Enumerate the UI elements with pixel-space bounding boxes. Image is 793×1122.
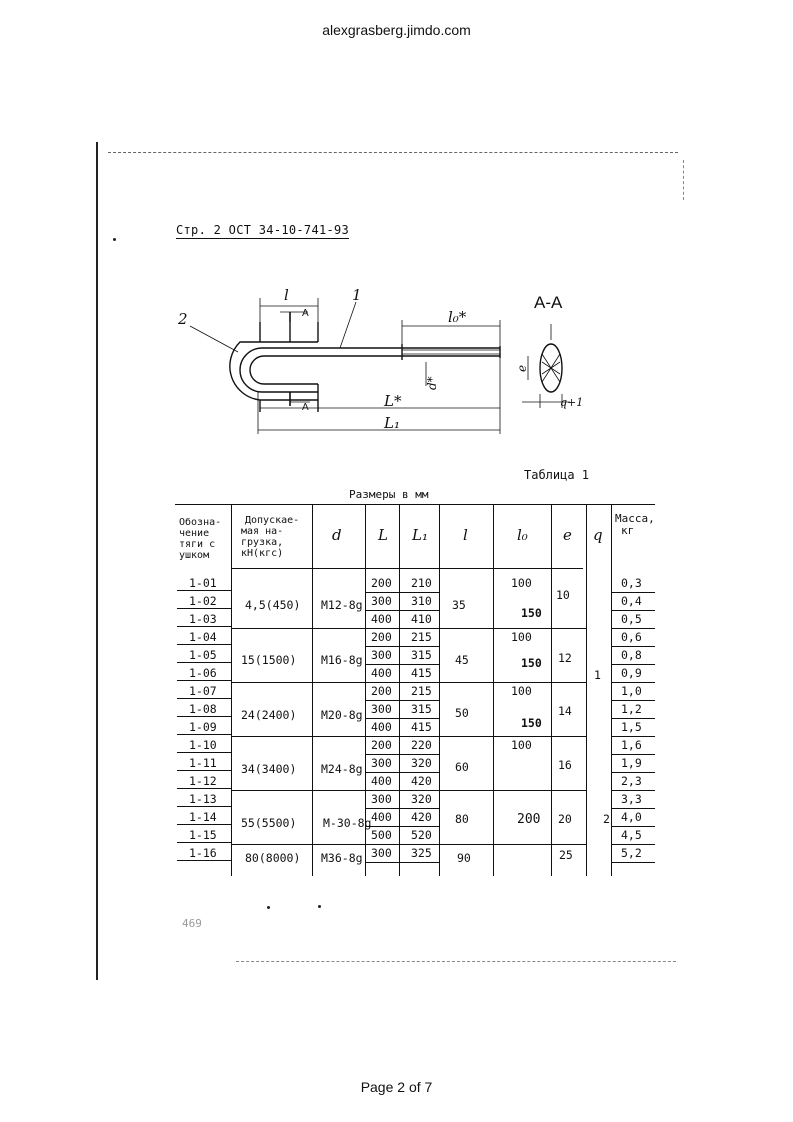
thread-cell: М16-8g — [321, 653, 363, 667]
thread-cell: М20-8g — [321, 708, 363, 722]
L1-cell: 415 — [411, 720, 432, 734]
L1-cell: 420 — [411, 810, 432, 824]
table-title: Таблица 1 — [524, 468, 590, 482]
scan-right-edge — [683, 160, 684, 200]
row-rule — [177, 626, 231, 627]
part-2-label: 2 — [178, 310, 188, 328]
part-1-label: 1 — [352, 286, 362, 304]
L-cell: 200 — [371, 630, 392, 644]
dim-e-label: e — [515, 364, 529, 372]
row-rule — [365, 664, 439, 665]
table-rule — [493, 504, 494, 876]
designation-cell: 1-07 — [189, 684, 217, 698]
e-cell: 25 — [559, 848, 573, 862]
l0-cell: 150 — [521, 606, 542, 620]
table-rule — [439, 504, 440, 876]
row-rule — [612, 790, 655, 791]
section-view-label: А-А — [534, 293, 563, 312]
l-cell: 90 — [457, 851, 471, 865]
dim-q-label: q+1 — [560, 396, 584, 409]
designation-cell: 1-09 — [189, 720, 217, 734]
header-q: q — [593, 526, 603, 544]
dim-l-label: l — [284, 286, 289, 304]
mass-cell: 1,0 — [621, 684, 642, 698]
header-designation-2: чение — [179, 528, 210, 539]
section-mark-a-top: А — [302, 308, 309, 319]
load-cell: 4,5(450) — [245, 598, 301, 612]
designation-cell: 1-11 — [189, 756, 217, 770]
row-rule — [612, 862, 655, 863]
header-designation-4: ушком — [179, 550, 210, 561]
designation-cell: 1-05 — [189, 648, 217, 662]
e-cell: 10 — [556, 588, 570, 602]
group-rule — [231, 628, 586, 629]
mass-cell: 0,9 — [621, 666, 642, 680]
table-rule — [611, 504, 612, 876]
row-rule — [177, 824, 231, 825]
L1-cell: 215 — [411, 630, 432, 644]
l0-cell: 150 — [521, 656, 542, 670]
mass-cell: 0,4 — [621, 594, 642, 608]
e-cell: 20 — [558, 812, 572, 826]
L-cell: 300 — [371, 702, 392, 716]
table-rule — [586, 504, 587, 876]
L1-cell: 310 — [411, 594, 432, 608]
l-cell: 50 — [455, 706, 469, 720]
document-header: Стр. 2 ОСТ 34-10-741-93 — [176, 223, 350, 237]
mass-cell: 1,9 — [621, 756, 642, 770]
L1-cell: 415 — [411, 666, 432, 680]
mass-cell: 0,8 — [621, 648, 642, 662]
designation-cell: 1-06 — [189, 666, 217, 680]
l0-cell: 100 — [511, 576, 532, 590]
mass-cell: 0,3 — [621, 576, 642, 590]
row-rule — [365, 700, 439, 701]
row-rule — [365, 772, 439, 773]
L-cell: 400 — [371, 774, 392, 788]
dim-L1-label: L₁ — [384, 414, 400, 432]
L-cell: 300 — [371, 648, 392, 662]
row-rule — [177, 806, 231, 807]
q-cell: 2 — [603, 812, 610, 826]
row-rule — [365, 592, 439, 593]
scan-speck — [318, 905, 321, 908]
row-rule — [365, 826, 439, 827]
table-rule — [231, 504, 232, 876]
designation-cell: 1-04 — [189, 630, 217, 644]
L1-cell: 420 — [411, 774, 432, 788]
header-l: l — [463, 526, 468, 544]
row-rule — [177, 716, 231, 717]
l0-cell: 100 — [511, 684, 532, 698]
l-cell: 60 — [455, 760, 469, 774]
designation-cell: 1-15 — [189, 828, 217, 842]
load-cell: 24(2400) — [241, 708, 297, 722]
e-cell: 14 — [558, 704, 572, 718]
row-rule — [365, 862, 439, 863]
L-cell: 400 — [371, 612, 392, 626]
load-cell: 55(5500) — [241, 816, 297, 830]
designation-cell: 1-12 — [189, 774, 217, 788]
row-rule — [612, 826, 655, 827]
row-rule — [177, 788, 231, 789]
L1-cell: 315 — [411, 702, 432, 716]
thread-cell: М24-8g — [321, 762, 363, 776]
row-rule — [612, 592, 655, 593]
dim-l0-label: l₀* — [448, 308, 467, 326]
row-rule — [177, 590, 231, 591]
l-cell: 80 — [455, 812, 469, 826]
load-cell: 34(3400) — [241, 762, 297, 776]
L-cell: 400 — [371, 666, 392, 680]
group-rule — [231, 736, 586, 737]
L-cell: 400 — [371, 720, 392, 734]
mass-cell: 1,2 — [621, 702, 642, 716]
L-cell: 500 — [371, 828, 392, 842]
l0-cell: 100 — [511, 738, 532, 752]
L1-cell: 320 — [411, 792, 432, 806]
row-rule — [177, 752, 231, 753]
e-cell: 12 — [558, 651, 572, 665]
L1-cell: 215 — [411, 684, 432, 698]
mass-cell: 4,5 — [621, 828, 642, 842]
row-rule — [612, 844, 655, 845]
L-cell: 200 — [371, 684, 392, 698]
L-cell: 300 — [371, 594, 392, 608]
header-load-4: кН(кгс) — [241, 548, 284, 559]
scan-speck — [267, 906, 270, 909]
designation-cell: 1-14 — [189, 810, 217, 824]
L1-cell: 320 — [411, 756, 432, 770]
header-L: L — [378, 526, 388, 544]
L-cell: 300 — [371, 846, 392, 860]
row-rule — [612, 628, 655, 629]
row-rule — [177, 608, 231, 609]
L1-cell: 520 — [411, 828, 432, 842]
q-cell: 1 — [594, 668, 601, 682]
dim-L-label: L* — [384, 392, 402, 410]
table-rule — [231, 568, 583, 569]
row-rule — [177, 680, 231, 681]
mass-cell: 4,0 — [621, 810, 642, 824]
row-rule — [365, 808, 439, 809]
row-rule — [365, 646, 439, 647]
header-e: e — [563, 526, 572, 544]
L-cell: 300 — [371, 792, 392, 806]
thread-cell: М36-8g — [321, 851, 363, 865]
header-mass-1: Масса, — [615, 512, 655, 525]
thread-cell: М12-8g — [321, 598, 363, 612]
archive-stamp: 469 — [182, 917, 202, 930]
L1-cell: 410 — [411, 612, 432, 626]
L-cell: 200 — [371, 738, 392, 752]
table-rule — [551, 504, 552, 876]
scan-left-edge — [96, 142, 98, 980]
dim-d-label: d* — [425, 376, 439, 390]
designation-cell: 1-16 — [189, 846, 217, 860]
row-rule — [612, 808, 655, 809]
l0-cell: 200 — [517, 812, 541, 827]
row-rule — [612, 610, 655, 611]
L-cell: 300 — [371, 756, 392, 770]
e-cell: 16 — [558, 758, 572, 772]
row-rule — [612, 664, 655, 665]
table-rule — [175, 504, 655, 505]
l0-cell: 150 — [521, 716, 542, 730]
section-mark-a-bottom: А — [302, 402, 309, 413]
mass-cell: 1,5 — [621, 720, 642, 734]
L1-cell: 325 — [411, 846, 432, 860]
l-cell: 35 — [452, 598, 466, 612]
header-designation-3: тяги с — [179, 539, 216, 550]
thread-cell: М-30-8g — [323, 816, 372, 830]
row-rule — [177, 770, 231, 771]
designation-cell: 1-01 — [189, 576, 217, 590]
row-rule — [612, 682, 655, 683]
mass-cell: 3,3 — [621, 792, 642, 806]
scan-bottom-edge — [236, 961, 676, 962]
designation-cell: 1-13 — [189, 792, 217, 806]
row-rule — [177, 662, 231, 663]
row-rule — [365, 718, 439, 719]
mass-cell: 5,2 — [621, 846, 642, 860]
table-caption: Размеры в мм — [349, 488, 429, 501]
row-rule — [612, 736, 655, 737]
row-rule — [177, 842, 231, 843]
L1-cell: 315 — [411, 648, 432, 662]
header-load-2: мая на- — [241, 526, 284, 537]
group-rule — [231, 844, 586, 845]
mass-cell: 2,3 — [621, 774, 642, 788]
designation-cell: 1-08 — [189, 702, 217, 716]
table-rule — [312, 504, 313, 876]
load-cell: 15(1500) — [241, 653, 297, 667]
header-L1: L₁ — [412, 526, 428, 544]
l-cell: 45 — [455, 653, 469, 667]
row-rule — [177, 698, 231, 699]
header-load-1: Допускае- — [245, 515, 300, 526]
designation-cell: 1-02 — [189, 594, 217, 608]
load-cell: 80(8000) — [245, 851, 301, 865]
mass-cell: 0,5 — [621, 612, 642, 626]
row-rule — [177, 860, 231, 861]
designation-cell: 1-10 — [189, 738, 217, 752]
row-rule — [612, 718, 655, 719]
group-rule — [231, 790, 586, 791]
page-indicator: Page 2 of 7 — [360, 1079, 433, 1095]
mass-cell: 0,6 — [621, 630, 642, 644]
L-cell: 200 — [371, 576, 392, 590]
row-rule — [365, 754, 439, 755]
row-rule — [365, 610, 439, 611]
header-mass-2: кг — [621, 524, 635, 537]
header-d: d — [332, 526, 342, 544]
table-rule — [399, 504, 400, 876]
scan-top-edge — [108, 152, 678, 153]
header-designation-1: Обозна- — [179, 517, 222, 528]
mass-cell: 1,6 — [621, 738, 642, 752]
row-rule — [177, 734, 231, 735]
L1-cell: 210 — [411, 576, 432, 590]
group-rule — [231, 682, 586, 683]
row-rule — [612, 700, 655, 701]
L-cell: 400 — [371, 810, 392, 824]
l0-cell: 100 — [511, 630, 532, 644]
row-rule — [612, 772, 655, 773]
designation-cell: 1-03 — [189, 612, 217, 626]
row-rule — [612, 754, 655, 755]
header-load-3: грузка, — [241, 537, 284, 548]
rod-drawing — [170, 282, 610, 442]
scan-speck — [113, 238, 116, 241]
row-rule — [612, 646, 655, 647]
L1-cell: 220 — [411, 738, 432, 752]
site-url: alexgrasberg.jimdo.com — [322, 22, 471, 38]
header-l0: l₀ — [517, 526, 528, 544]
row-rule — [177, 644, 231, 645]
